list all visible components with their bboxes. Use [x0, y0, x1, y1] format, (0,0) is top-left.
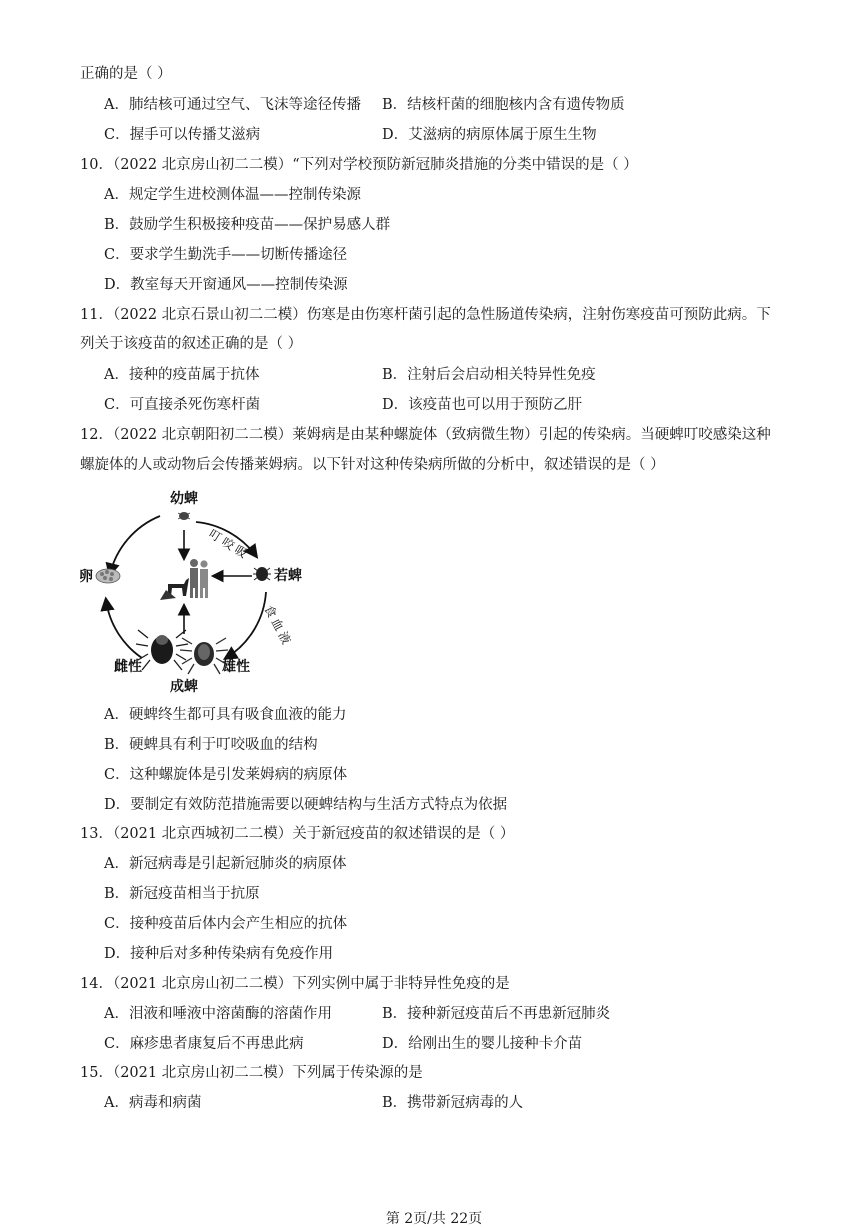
- q12-option-d: D．要制定有效防范措施需要以硬蜱结构与生活方式特点为依据: [104, 797, 508, 813]
- label-nymph: 若蜱: [274, 567, 302, 583]
- q11-option-a: A．接种的疫苗属于抗体: [104, 367, 260, 383]
- arc-nymph-to-adult: [226, 592, 266, 658]
- q13-option-b: B．新冠疫苗相当于抗原: [104, 886, 260, 902]
- q13-option-c: C．接种疫苗后体内会产生相应的抗体: [104, 916, 348, 932]
- larva-tick-icon: [178, 512, 190, 520]
- q11-stem-line2: 列关于该疫苗的叙述正确的是（ ）: [80, 336, 303, 352]
- label-larva: 幼蜱: [170, 490, 198, 506]
- q10-option-d: D．教室每天开窗通风——控制传染源: [104, 277, 348, 293]
- q9-option-d: D．艾滋病的病原体属于原生生物: [382, 127, 597, 143]
- q13-option-a: A．新冠病毒是引起新冠肺炎的病原体: [104, 856, 347, 872]
- q10-option-a: A．规定学生进校测体温——控制传染源: [104, 187, 361, 203]
- q14-option-c: C．麻疹患者康复后不再患此病: [104, 1036, 304, 1052]
- label-bite: 叮咬吸: [206, 526, 253, 563]
- label-male: 雄性: [222, 658, 250, 674]
- host-silhouette-icon: [160, 559, 208, 600]
- arc-egg-to-larva: [110, 516, 160, 574]
- nymph-tick-icon: [253, 567, 271, 581]
- label-adult: 成蜱: [170, 678, 198, 694]
- tick-lifecycle-diagram: [76, 488, 316, 700]
- egg-cluster-icon: [96, 569, 120, 583]
- q10-option-c: C．要求学生勤洗手——切断传播途径: [104, 247, 348, 263]
- q13-stem: 13．（2021 北京西城初二二模）关于新冠疫苗的叙述错误的是（ ）: [80, 826, 515, 842]
- q12-option-b: B．硬蜱具有利于叮咬吸血的结构: [104, 737, 318, 753]
- page-number-footer: 第 2页/共 22页: [385, 1211, 483, 1227]
- q11-option-b: B．注射后会启动相关特异性免疫: [382, 367, 596, 383]
- q12-option-c: C．这种螺旋体是引发莱姆病的病原体: [104, 767, 348, 783]
- q9-option-b: B．结核杆菌的细胞核内含有遗传物质: [382, 97, 625, 113]
- q14-stem: 14．（2021 北京房山初二二模）下列实例中属于非特异性免疫的是: [80, 976, 510, 992]
- q15-option-b: B．携带新冠病毒的人: [382, 1095, 524, 1111]
- q15-stem: 15．（2021 北京房山初二二模）下列属于传染源的是: [80, 1065, 423, 1081]
- q14-option-d: D．给刚出生的婴儿接种卡介苗: [382, 1036, 583, 1052]
- q12-option-a: A．硬蜱终生都可具有吸食血液的能力: [104, 707, 347, 723]
- q13-option-d: D．接种后对多种传染病有免疫作用: [104, 946, 334, 962]
- arc-adult-to-egg: [106, 600, 142, 658]
- q14-option-a: A．泪液和唾液中溶菌酶的溶菌作用: [104, 1006, 332, 1022]
- q9-option-c: C．握手可以传播艾滋病: [104, 127, 261, 143]
- q10-stem: 10．（2022 北京房山初二二模）“下列对学校预防新冠肺炎措施的分类中错误的是（ ）: [80, 157, 638, 173]
- q9-option-a: A．肺结核可通过空气、飞沫等途径传播: [104, 97, 361, 113]
- q12-stem-line2: 螺旋体的人或动物后会传播莱姆病。以下针对这种传染病所做的分析中，叙述错误的是（ ）: [80, 457, 665, 473]
- label-feed: 食血液: [261, 602, 295, 650]
- label-egg: 卵: [79, 568, 93, 584]
- q11-option-c: C．可直接杀死伤寒杆菌: [104, 397, 261, 413]
- q12-stem-line1: 12．（2022 北京朝阳初二二模）莱姆病是由某种螺旋体（致病微生物）引起的传染病。当硬蜱叮咬感染这种: [80, 427, 771, 443]
- q9-stem-tail: 正确的是（ ）: [80, 66, 172, 82]
- label-female: 雌性: [114, 658, 142, 674]
- q15-option-a: A．病毒和病菌: [104, 1095, 202, 1111]
- male-tick-icon: [180, 638, 228, 674]
- q11-option-d: D．该疫苗也可以用于预防乙肝: [382, 397, 583, 413]
- q11-stem-line1: 11．（2022 北京石景山初二二模）伤寒是由伤寒杆菌引起的急性肠道传染病，注射伤寒疫苗可预防此病。下: [80, 307, 771, 323]
- q14-option-b: B．接种新冠疫苗后不再患新冠肺炎: [382, 1006, 611, 1022]
- q10-option-b: B．鼓励学生积极接种疫苗——保护易感人群: [104, 217, 391, 233]
